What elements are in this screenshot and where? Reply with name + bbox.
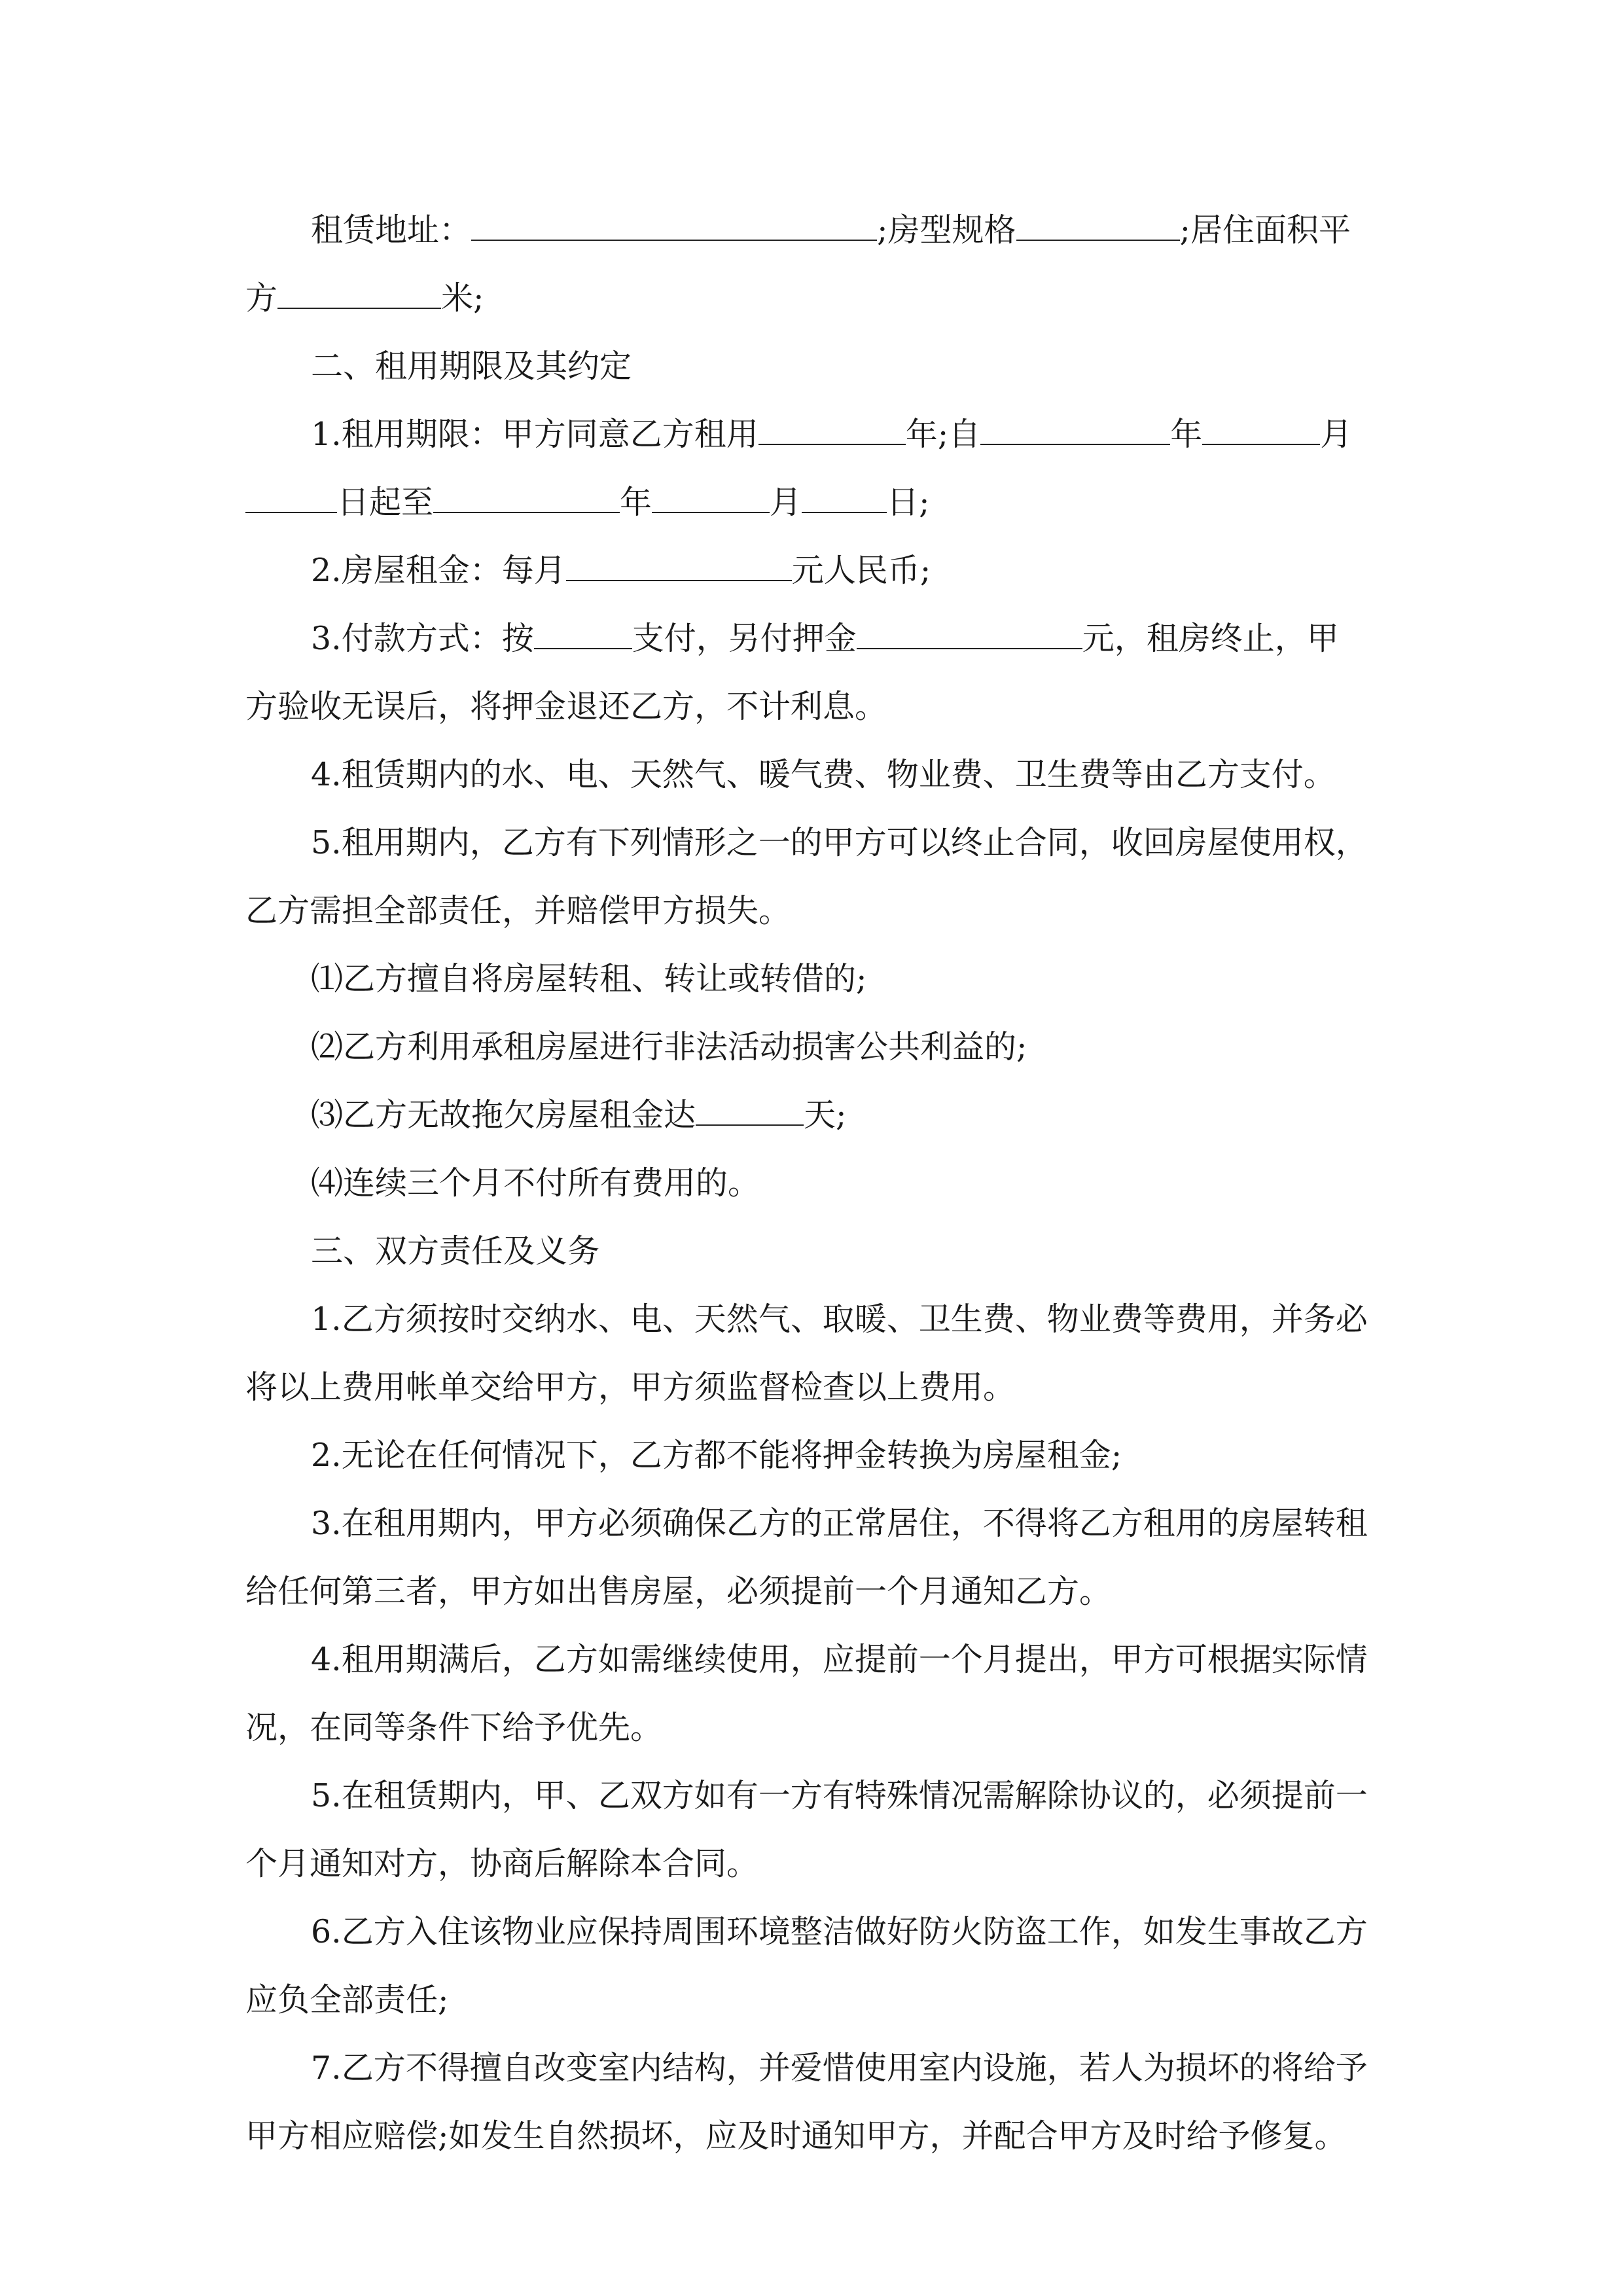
fill-in-blank xyxy=(652,470,770,513)
text-segment: 月 xyxy=(1320,416,1353,453)
text-segment: 1.租用期限：甲方同意乙方租用 xyxy=(311,416,758,453)
text-line xyxy=(245,605,1378,673)
text-line xyxy=(245,1558,1378,1626)
text-line xyxy=(245,877,1378,945)
fill-in-blank xyxy=(1016,198,1180,241)
text-line xyxy=(245,673,1378,741)
text-line xyxy=(245,2034,1378,2102)
text-line xyxy=(245,1762,1378,1830)
text-segment: 将以上费用帐单交给甲方，甲方须监督检查以上费用。 xyxy=(245,1369,1016,1406)
fill-in-blank xyxy=(802,470,887,513)
fill-in-blank xyxy=(566,538,792,581)
fill-in-blank xyxy=(534,606,632,649)
text-segment: 米; xyxy=(441,279,484,317)
fill-in-blank xyxy=(471,198,877,241)
text-segment: 7.乙方不得擅自改变室内结构，并爱惜使用室内设施，若人为损坏的将给予 xyxy=(311,2049,1368,2087)
text-segment: 4.租用期满后，乙方如需继续使用，应提前一个月提出，甲方可根据实际情 xyxy=(311,1641,1368,1678)
text-segment: 年 xyxy=(1170,416,1203,453)
text-segment: 给任何第三者，甲方如出售房屋，必须提前一个月通知乙方。 xyxy=(245,1573,1112,1610)
fill-in-blank xyxy=(433,470,620,513)
fill-in-blank xyxy=(1202,402,1320,445)
text-segment: 日; xyxy=(887,484,930,521)
text-line xyxy=(245,1285,1378,1354)
fill-in-blank xyxy=(758,402,906,445)
text-segment: ⑷连续三个月不付所有费用的。 xyxy=(311,1164,760,1202)
text-segment: ⑵乙方利用承租房屋进行非法活动损害公共利益的; xyxy=(311,1028,1027,1066)
text-segment: 天; xyxy=(804,1096,847,1134)
text-line xyxy=(245,264,1378,332)
text-line xyxy=(245,332,1378,401)
text-segment: ;居住面积平 xyxy=(1179,211,1351,249)
text-segment: ⑶乙方无故拖欠房屋租金达 xyxy=(311,1096,696,1134)
text-line xyxy=(245,1013,1378,1081)
text-line xyxy=(245,1149,1378,1217)
text-segment: 月 xyxy=(770,484,802,521)
text-line xyxy=(245,1898,1378,1966)
text-segment: 方验收无误后，将押金退还乙方，不计利息。 xyxy=(245,688,887,725)
text-segment: 5.在租赁期内，甲、乙双方如有一方有特殊情况需解除协议的，必须提前一 xyxy=(311,1777,1368,1814)
text-line xyxy=(245,401,1378,469)
text-segment: 元，租房终止，甲 xyxy=(1082,620,1339,657)
text-segment: 租赁地址： xyxy=(311,211,472,249)
text-segment: 方 xyxy=(245,279,278,317)
text-segment: 三、双方责任及义务 xyxy=(311,1232,600,1270)
contract-body xyxy=(245,196,1378,2170)
text-segment: 3.在租用期内，甲方必须确保乙方的正常居住，不得将乙方租用的房屋转租 xyxy=(311,1505,1368,1542)
text-segment: 况，在同等条件下给予优先。 xyxy=(245,1709,663,1746)
text-line xyxy=(245,1626,1378,1694)
text-segment: 6.乙方入住该物业应保持周围环境整洁做好防火防盗工作，如发生事故乙方 xyxy=(311,1913,1368,1950)
text-line xyxy=(245,1354,1378,1422)
text-line xyxy=(245,537,1378,605)
text-segment: 3.付款方式：按 xyxy=(311,620,534,657)
text-segment: 日起至 xyxy=(337,484,434,521)
text-segment: 应负全部责任; xyxy=(245,1981,449,2018)
text-segment: 支付，另付押金 xyxy=(632,620,857,657)
text-line xyxy=(245,1966,1378,2034)
text-segment: 年;自 xyxy=(905,416,981,453)
text-segment: 甲方相应赔偿;如发生自然损坏，应及时通知甲方，并配合甲方及时给予修复。 xyxy=(245,2117,1347,2155)
fill-in-blank xyxy=(857,606,1082,649)
text-line xyxy=(245,945,1378,1013)
text-line xyxy=(245,809,1378,877)
text-segment: 元人民币; xyxy=(791,552,931,589)
text-segment: ⑴乙方擅自将房屋转租、转让或转借的; xyxy=(311,960,867,997)
text-segment: 年 xyxy=(620,484,652,521)
text-segment: 1.乙方须按时交纳水、电、天然气、取暖、卫生费、物业费等费用，并务必 xyxy=(311,1300,1368,1338)
text-line xyxy=(245,741,1378,809)
text-segment: 2.无论在任何情况下，乙方都不能将押金转换为房屋租金; xyxy=(311,1437,1122,1474)
text-line xyxy=(245,1422,1378,1490)
text-line xyxy=(245,1217,1378,1285)
text-segment: 个月通知对方，协商后解除本合同。 xyxy=(245,1845,759,1882)
text-segment: 2.房屋租金：每月 xyxy=(311,552,566,589)
text-line xyxy=(245,1694,1378,1762)
fill-in-blank xyxy=(696,1083,804,1126)
text-line xyxy=(245,469,1378,537)
text-segment: 乙方需担全部责任，并赔偿甲方损失。 xyxy=(245,892,791,929)
text-line xyxy=(245,2102,1378,2170)
text-segment: ;房型规格 xyxy=(877,211,1016,249)
text-segment: 4.租赁期内的水、电、天然气、暖气费、物业费、卫生费等由乙方支付。 xyxy=(311,756,1336,793)
text-line xyxy=(245,1081,1378,1149)
text-line xyxy=(245,1830,1378,1898)
text-segment: 5.租用期内，乙方有下列情形之一的甲方可以终止合同，收回房屋使用权， xyxy=(311,824,1368,861)
fill-in-blank xyxy=(980,402,1170,445)
fill-in-blank xyxy=(277,266,441,309)
text-line xyxy=(245,1490,1378,1558)
fill-in-blank xyxy=(245,470,337,513)
text-line xyxy=(245,196,1378,264)
text-segment: 二、租用期限及其约定 xyxy=(311,348,632,385)
